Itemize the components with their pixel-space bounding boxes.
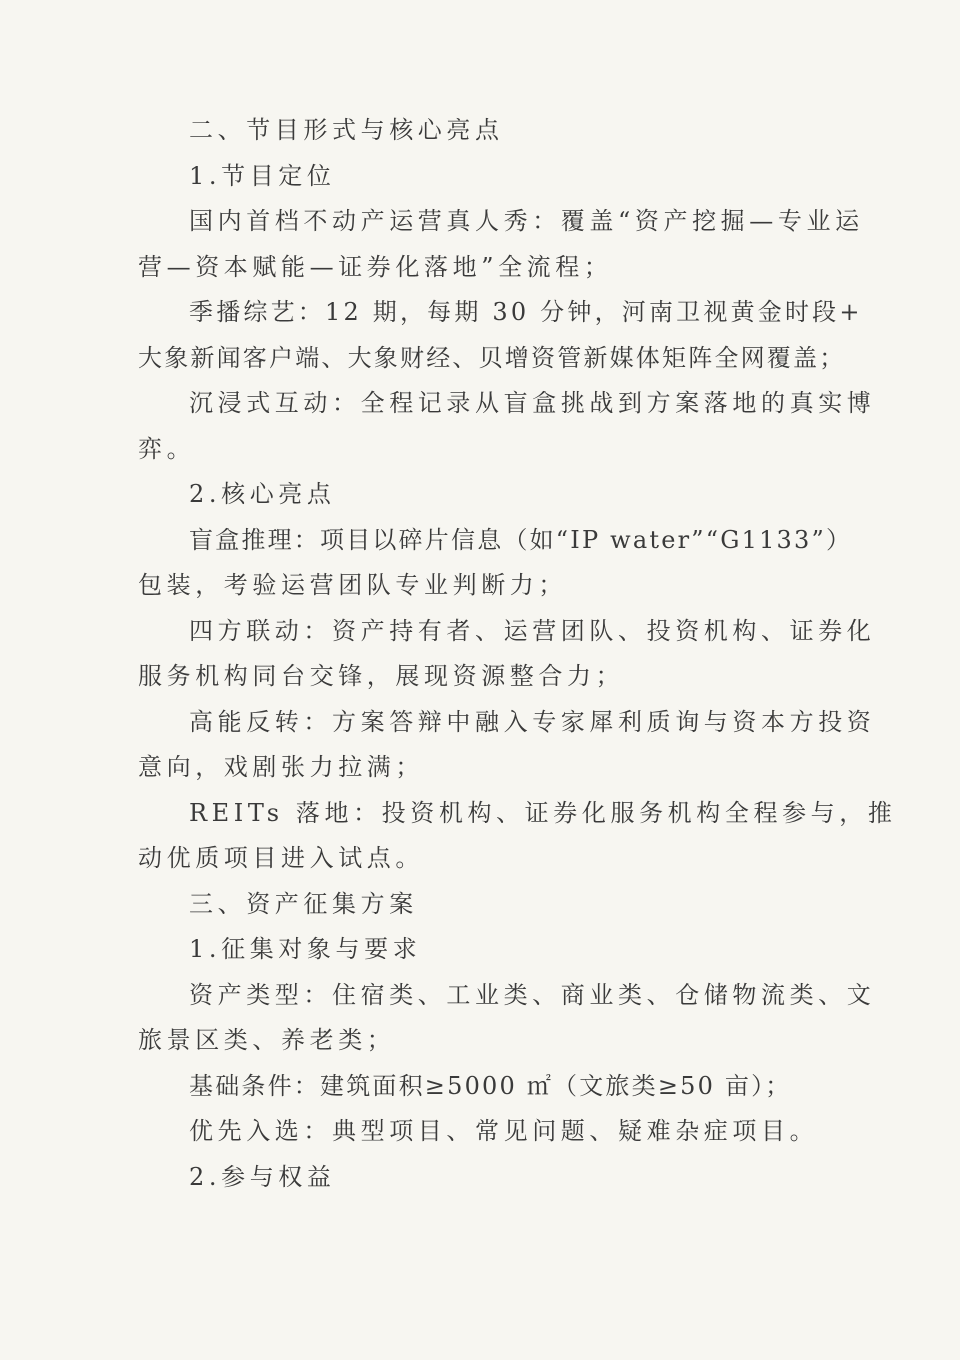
section-heading: 二、节目形式与核心亮点 <box>189 116 504 144</box>
document-body <box>138 108 897 1200</box>
paragraph-line: 高能反转：方案答辩中融入专家犀利质询与资本方投资 <box>189 707 876 736</box>
paragraph-line: 季播综艺：12 期，每期 30 分钟，河南卫视黄金时段+ <box>189 298 863 326</box>
paragraph-line: 优先入选：典型项目、常见问题、疑难杂症项目。 <box>189 1117 819 1145</box>
subsection-heading: 2.参与权益 <box>189 1162 336 1191</box>
paragraph-line: REITs 落地：投资机构、证券化服务机构全程参与，推 <box>189 798 897 827</box>
subsection-heading: 2.核心亮点 <box>189 480 336 508</box>
subsection-heading: 1.节目定位 <box>189 161 336 190</box>
subsection-heading: 1.征集对象与要求 <box>189 935 422 963</box>
paragraph-line: 弈。 <box>138 434 196 463</box>
paragraph-line: 大象新闻客户端、大象财经、贝增资管新媒体矩阵全网覆盖； <box>138 343 846 372</box>
paragraph-line: 动优质项目进入试点。 <box>138 844 424 872</box>
paragraph-line: 国内首档不动产运营真人秀：覆盖“资产挖掘—专业运 <box>189 207 864 235</box>
paragraph-line: 包装，考验运营团队专业判断力； <box>138 571 567 599</box>
paragraph-line: 基础条件：建筑面积≥5000 ㎡（文旅类≥50 亩）； <box>189 1071 792 1100</box>
paragraph-line: 旅景区类、养老类； <box>138 1026 396 1054</box>
paragraph-line: 沉浸式互动：全程记录从盲盒挑战到方案落地的真实博 <box>189 389 876 417</box>
paragraph-line: 四方联动：资产持有者、运营团队、投资机构、证券化 <box>189 616 876 645</box>
paragraph-line: 意向，戏剧张力拉满； <box>138 753 424 781</box>
paragraph-line: 营—资本赋能—证券化落地”全流程； <box>138 252 613 281</box>
section-heading: 三、资产征集方案 <box>189 889 418 918</box>
paragraph-line: 服务机构同台交锋，展现资源整合力； <box>138 662 625 690</box>
paragraph-line: 资产类型：住宿类、工业类、商业类、仓储物流类、文 <box>189 980 876 1009</box>
paragraph-line: 盲盒推理：项目以碎片信息（如“IP water”“G1133”） <box>189 525 853 554</box>
